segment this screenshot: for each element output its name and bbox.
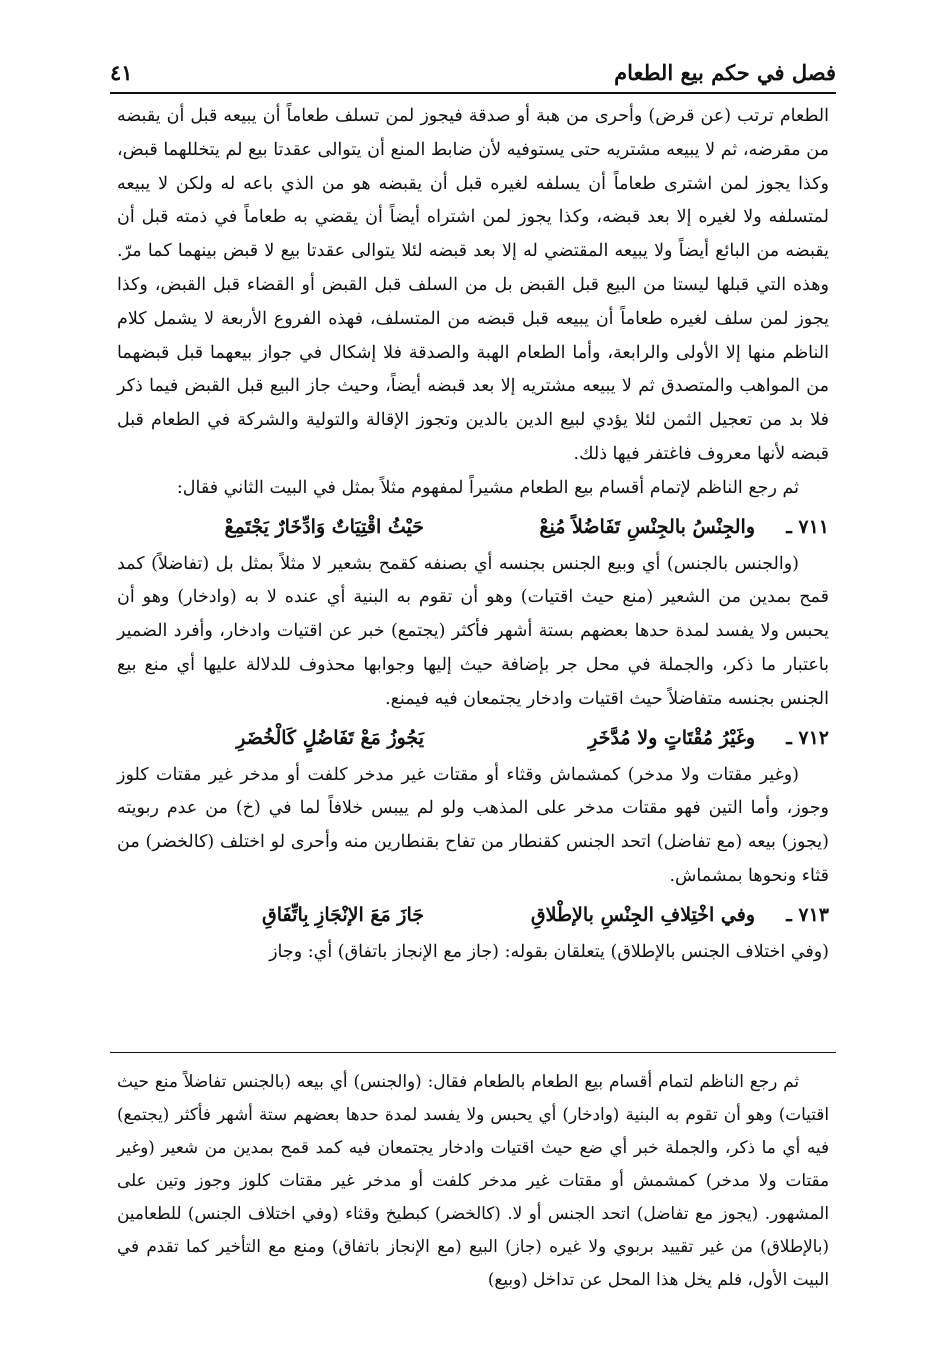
verse-second-hemistich: جَازَ مَعَ الإنْجَازِ بِاتِّفَاقِ: [262, 903, 424, 926]
verse-711: [117, 508, 829, 546]
paragraph-2: ثم رجع الناظم لإتمام أقسام بيع الطعام مشيراً لمفهوم مثلاً بمثل في البيت الثاني فقال:: [176, 477, 799, 498]
running-title: فصل في حكم بيع الطعام: [614, 60, 836, 85]
page-number: ٤١: [110, 60, 133, 85]
main-text: [117, 100, 829, 970]
verse-number: ٧١٣ ـ: [786, 903, 829, 926]
verse-712: [117, 719, 829, 757]
commentary-712: (وغير مقتات ولا مدخر) كمشماش وقثاء أو مقتات غير مدخر كلفت أو مدخر غير مقتات كلوز وجوز، وأما التين فهو مقتات مدخر على المذهب ولو لم ييبس خلافاً لما في (خ) من عدم ربويته (يجوز) بيعه (مع تفاضل) اتحد الجنس كقنطار من تفاح بقنطارين منه وأحرى لو اختلف (كالخضر) من قثاء ونحوها بمشماش.: [117, 764, 829, 886]
paragraph-1: الطعام ترتب (عن قرض) وأحرى من هبة أو صدقة فيجوز لمن تسلف طعاماً أن يبيعه قبل أن يقبضه من مقرضه، ثم لا يبيعه مشتريه حتى يستوفيه لأن ضابط المنع أن يتوالى عقدتا بيع لم يتخللهما قبض، وكذا يجوز لمن اشترى طعاماً أن يسلفه لغيره قبل أن يقبضه هو من الذي باعه له ولكن لا يبيعه لمتسلفه ولا لغيره إلا بعد قبضه، وكذا يجوز لمن اشتراه أيضاً أن يقضي به طعاماً في ذمته قبل أن يقبضه من البائع أيضاً ولا يبيعه المقتضي له إلا بعد قبضه لئلا يتوالى عقدتا بيع لا قبض بينهما كما مرّ. وهذه التي قبلها ليستا من البيع قبل القبض بل من السلف قبل القبض أو القضاء قبل القبض، وكذا يجوز لمن سلف لغيره طعاماً أن يبيعه قبل قبضه من المتسلف، فهذه الفروع الأربعة لا يشمل كلام الناظم منها إلا الأولى والرابعة، وأما الطعام الهبة والصدقة فلا إشكال في جواز بيعهما قبل قبضهما من المواهب والمتصدق ثم لا يبيعه مشتريه إلا بعد قبضه أيضاً، وحيث جاز البيع قبل القبض فيما ذكر فلا بد من تعجيل الثمن لئلا يؤدي لبيع الدين بالدين وتجوز الإقالة والتولية والشركة في الطعام قبل قبضه لأنها معروف فاغتفر فيها ذلك.: [117, 106, 829, 464]
verse-713: [117, 896, 829, 934]
footnote-rule: [110, 1052, 836, 1053]
verse-first-hemistich: وفي اخْتِلافِ الجِنْسِ بالإطْلاقِ: [530, 903, 755, 926]
verse-number: ٧١١ ـ: [786, 515, 829, 538]
verse-first-hemistich: والجِنْسُ بالجِنْسِ تَفَاضُلاً مُنِعْ: [539, 515, 755, 538]
footnote: [117, 1065, 829, 1296]
page-header: [110, 45, 836, 85]
footnote-text: ثم رجع الناظم لتمام أقسام بيع الطعام بالطعام فقال: (والجنس) أي بيعه (بالجنس تفاضلاً منع حيث اقتيات) وهو أن تقوم به البنية (وادخار) أي يحبس ولا يفسد لمدة حدها بعضهم ستة أشهر فأكثر (يجتمع) فيه أي ما ذكر، والجملة خبر أي ضع حيث اقتيات وادخار يجتمعان فيه كمد قمح بمدين من شعير (وغير مقتات ولا مدخر) كمشمش أو مقتات غير مدخر كلفت أو مدخر غير مقتات كلوز وجوز وتين على المشهور. (يجوز مع تفاضل) اتحد الجنس أو لا. (كالخضر) كبطيخ وقثاء (وفي اختلاف الجنس) للطعامين (بالإطلاق) من غير تقييد بربوي ولا غيره (جاز) البيع (مع الإنجاز باتفاق) ومنع مع التأخير كما تقدم في البيت الأول، فلم يخل هذا المحل عن تداخل (وبيع): [117, 1071, 829, 1289]
commentary-713: (وفي اختلاف الجنس بالإطلاق) يتعلقان بقوله: (جاز مع الإنجاز باتفاق) أي: وجاز: [269, 941, 829, 962]
verse-number: ٧١٢ ـ: [786, 726, 829, 749]
verse-second-hemistich: يَجُوزُ مَعْ تَفَاضُلٍ كَالْخُضَرِ: [236, 726, 424, 749]
commentary-711: (والجنس بالجنس) أي وبيع الجنس بجنسه أي بصنفه كقمح بشعير لا مثلاً بمثل بل (تفاضلاً) كمد قمح بمدين من الشعير (منع حيث اقتيات) وهو أن تقوم به البنية أي عنده لا به (وادخار) وهو أن يحبس ولا يفسد لمدة حدها بعضهم بستة أشهر فأكثر (يجتمع) خبر عن اقتيات وادخار، وأفرد الضمير باعتبار ما ذكر، والجملة في محل جر بإضافة حيث إليها وجوابها محذوف للدلالة عليها أي منع بيع الجنس بجنسه متفاضلاً حيث اقتيات وادخار يجتمعان فيه فيمنع.: [117, 553, 829, 709]
verse-second-hemistich: حَيْثُ اقْتِيَاتٌ وَادِّخَارٌ يَجْتَمِعْ: [224, 515, 424, 538]
header-rule: [110, 92, 836, 94]
verse-first-hemistich: وغَيْرُ مُقْتَاتٍ ولا مُدَّخَرِ: [588, 726, 755, 749]
